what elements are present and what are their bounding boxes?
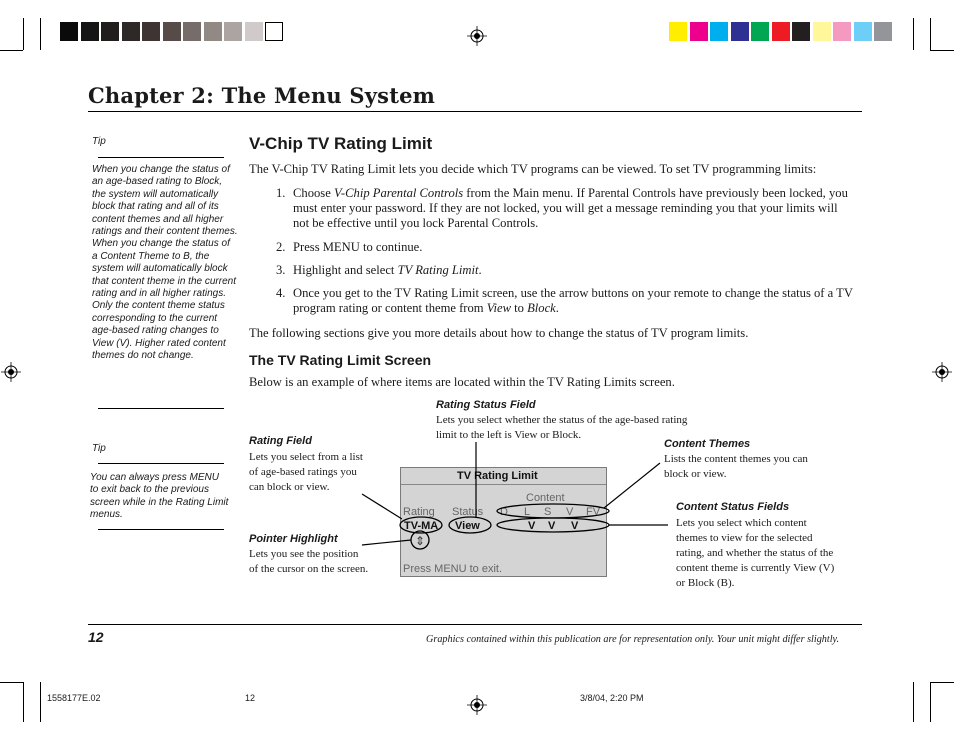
step-text: . [478, 263, 482, 277]
pointer-highlight-callout-title: Pointer Highlight [249, 533, 338, 545]
content-status-value[interactable]: V [528, 520, 536, 532]
step-text: from the Main menu. If Parental Controls have previously been locked, you must enter your password. If they are not locked, you will get a message reminding you that your limits will not be effective until you lock Parental Controls. [293, 186, 848, 230]
content-themes-callout-title: Content Themes [664, 438, 751, 450]
step-number: 4. [276, 286, 286, 300]
step-text: Press MENU to continue. [293, 240, 423, 254]
step-text: Once you get to the TV Rating Limit screen, use the arrow buttons on your remote to change the status of a TV program rating or content theme from [293, 286, 853, 315]
status-column-label: Status [452, 506, 484, 518]
content-themes-callout-text: Lists the content themes you can block or view. [664, 453, 808, 480]
step-emphasis: TV Rating Limit [397, 263, 479, 277]
content-column-d: D [500, 506, 508, 518]
slug-page: 12 [245, 693, 256, 703]
pointer-highlight-oval [411, 531, 429, 549]
step-emphasis: V-Chip Parental Controls [333, 186, 464, 200]
rating-field-callout-text: Lets you select from a list of age-based ratings you can block or view. [249, 451, 363, 493]
content-status-value[interactable]: V [571, 520, 579, 532]
rating-column-label: Rating [403, 506, 435, 518]
tip-label: Tip [92, 136, 106, 147]
screen-title: TV Rating Limit [457, 470, 538, 482]
tip-label: Tip [92, 443, 106, 454]
footer-rule [88, 624, 862, 625]
pointer-highlight-callout-text: Lets you see the position of the cursor on the screen. [249, 548, 369, 575]
pointer-updown-icon: ⇕ [415, 534, 426, 548]
slug-date: 3/8/04, 2:20 PM [580, 693, 644, 703]
sections-note: The following sections give you more details about how to change the status of TV program limits. [249, 326, 749, 340]
content-label: Content [526, 492, 565, 504]
content-column-fv: FV [586, 506, 601, 518]
step-emphasis: View [486, 301, 511, 315]
step-number: 3. [276, 263, 286, 277]
content-status-value[interactable]: V [548, 520, 556, 532]
content-status-callout-title: Content Status Fields [676, 501, 790, 513]
section-title: V-Chip TV Rating Limit [249, 134, 433, 153]
content-column-s: S [544, 506, 552, 518]
tip-text: You can always press MENU to exit back to the previous screen while in the Rating Limit menus. [90, 472, 229, 521]
content-column-v: V [566, 506, 574, 518]
chapter-title: Chapter 2: The Menu System [88, 83, 436, 108]
status-highlight-oval [449, 517, 491, 533]
rating-value[interactable]: TV-MA [404, 520, 439, 532]
step-text: Highlight and select [293, 263, 398, 277]
subsection-title: The TV Rating Limit Screen [249, 352, 432, 368]
step-number: 1. [276, 186, 286, 200]
step-text: to [511, 301, 528, 315]
subsection-intro: Below is an example of where items are located within the TV Rating Limits screen. [249, 375, 675, 389]
intro-paragraph: The V-Chip TV Rating Limit lets you decide which TV programs can be viewed. To set TV programming limits: [249, 162, 817, 176]
exit-hint: Press MENU to exit. [403, 563, 503, 575]
step-emphasis: Block [527, 301, 556, 315]
rating-status-callout-title: Rating Status Field [436, 399, 536, 411]
step-text: Choose [293, 186, 334, 200]
content-column-l: L [524, 506, 531, 518]
tip-text: When you change the status of an age-based rating to Block, the system will automatically block that rating and all of its content themes and all higher ratings and their content themes. When you change the status of a Content Theme to B, the system will automatically block that content theme in the current rating and in all higher ratings. Only the content theme status corresponding to the current age-based rating changes to View (V). Higher rated content themes do not change. [92, 164, 238, 362]
page-number: 12 [88, 629, 104, 645]
rating-field-callout-title: Rating Field [249, 435, 312, 447]
rating-status-callout-text: Lets you select whether the status of the age-based rating limit to the left is View or Block. [436, 414, 688, 441]
step-number: 2. [276, 240, 286, 254]
step-text: . [555, 301, 559, 315]
disclaimer: Graphics contained within this publication are for representation only. Your unit might differ slightly. [426, 634, 840, 645]
content-themes-highlight-oval [497, 504, 609, 518]
content-status-callout-text: Lets you select which content themes to view for the selected rating, and whether the status of the content theme is currently View (V) or Block (B). [676, 517, 835, 589]
content-status-highlight-oval [497, 518, 609, 532]
slug-code: 1558177E.02 [47, 693, 101, 703]
status-value[interactable]: View [455, 520, 480, 532]
